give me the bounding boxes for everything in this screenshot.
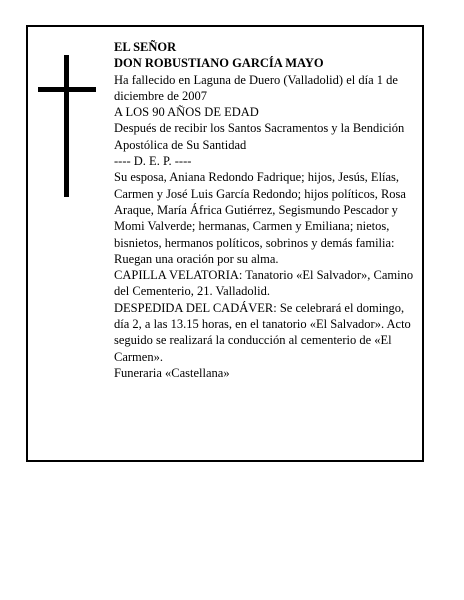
rip-line: ---- D. E. P. ---- xyxy=(114,154,192,169)
prayer-line: Ruegan una oración por su alma. xyxy=(114,251,279,266)
farewell-info: DESPEDIDA DEL CADÁVER: Se celebrará el domingo, día 2, a las 13.15 horas, en el tanatorio «El Salvador». Acto seguido se realizará la conducción al cementerio de «El Carmen». xyxy=(114,300,411,364)
obituary-notice xyxy=(26,25,424,462)
age-line: A LOS 90 AÑOS DE EDAD xyxy=(114,105,259,120)
chapel-info: CAPILLA VELATORIA: Tanatorio «El Salvador», Camino del Cementerio, 21. Valladolid. xyxy=(114,268,414,299)
funeral-home: Funeraria «Castellana» xyxy=(114,365,230,380)
sacraments-line: Después de recibir los Santos Sacramentos y la Bendición Apostólica de Su Santidad xyxy=(114,121,405,152)
cross-vertical-bar xyxy=(64,55,69,197)
notice-text xyxy=(114,39,414,381)
family-list: Su esposa, Aniana Redondo Fadrique; hijos, Jesús, Elías, Carmen y José Luis García Redondo; hijos políticos, Rosa Araque, María África Gutiérrez, Segismundo Pescador y Momi Valverde; hermanas, Carmen y Emiliana; nietos, bisnietos, hermanos políticos, sobrinos y demás familia: xyxy=(114,170,406,250)
cross-horizontal-bar xyxy=(38,87,96,92)
death-info: Ha fallecido en Laguna de Duero (Valladolid) el día 1 de diciembre de 2007 xyxy=(114,72,398,103)
cross-icon xyxy=(38,55,96,197)
notice-title: EL SEÑOR xyxy=(114,40,177,54)
deceased-name: DON ROBUSTIANO GARCÍA MAYO xyxy=(114,56,324,71)
